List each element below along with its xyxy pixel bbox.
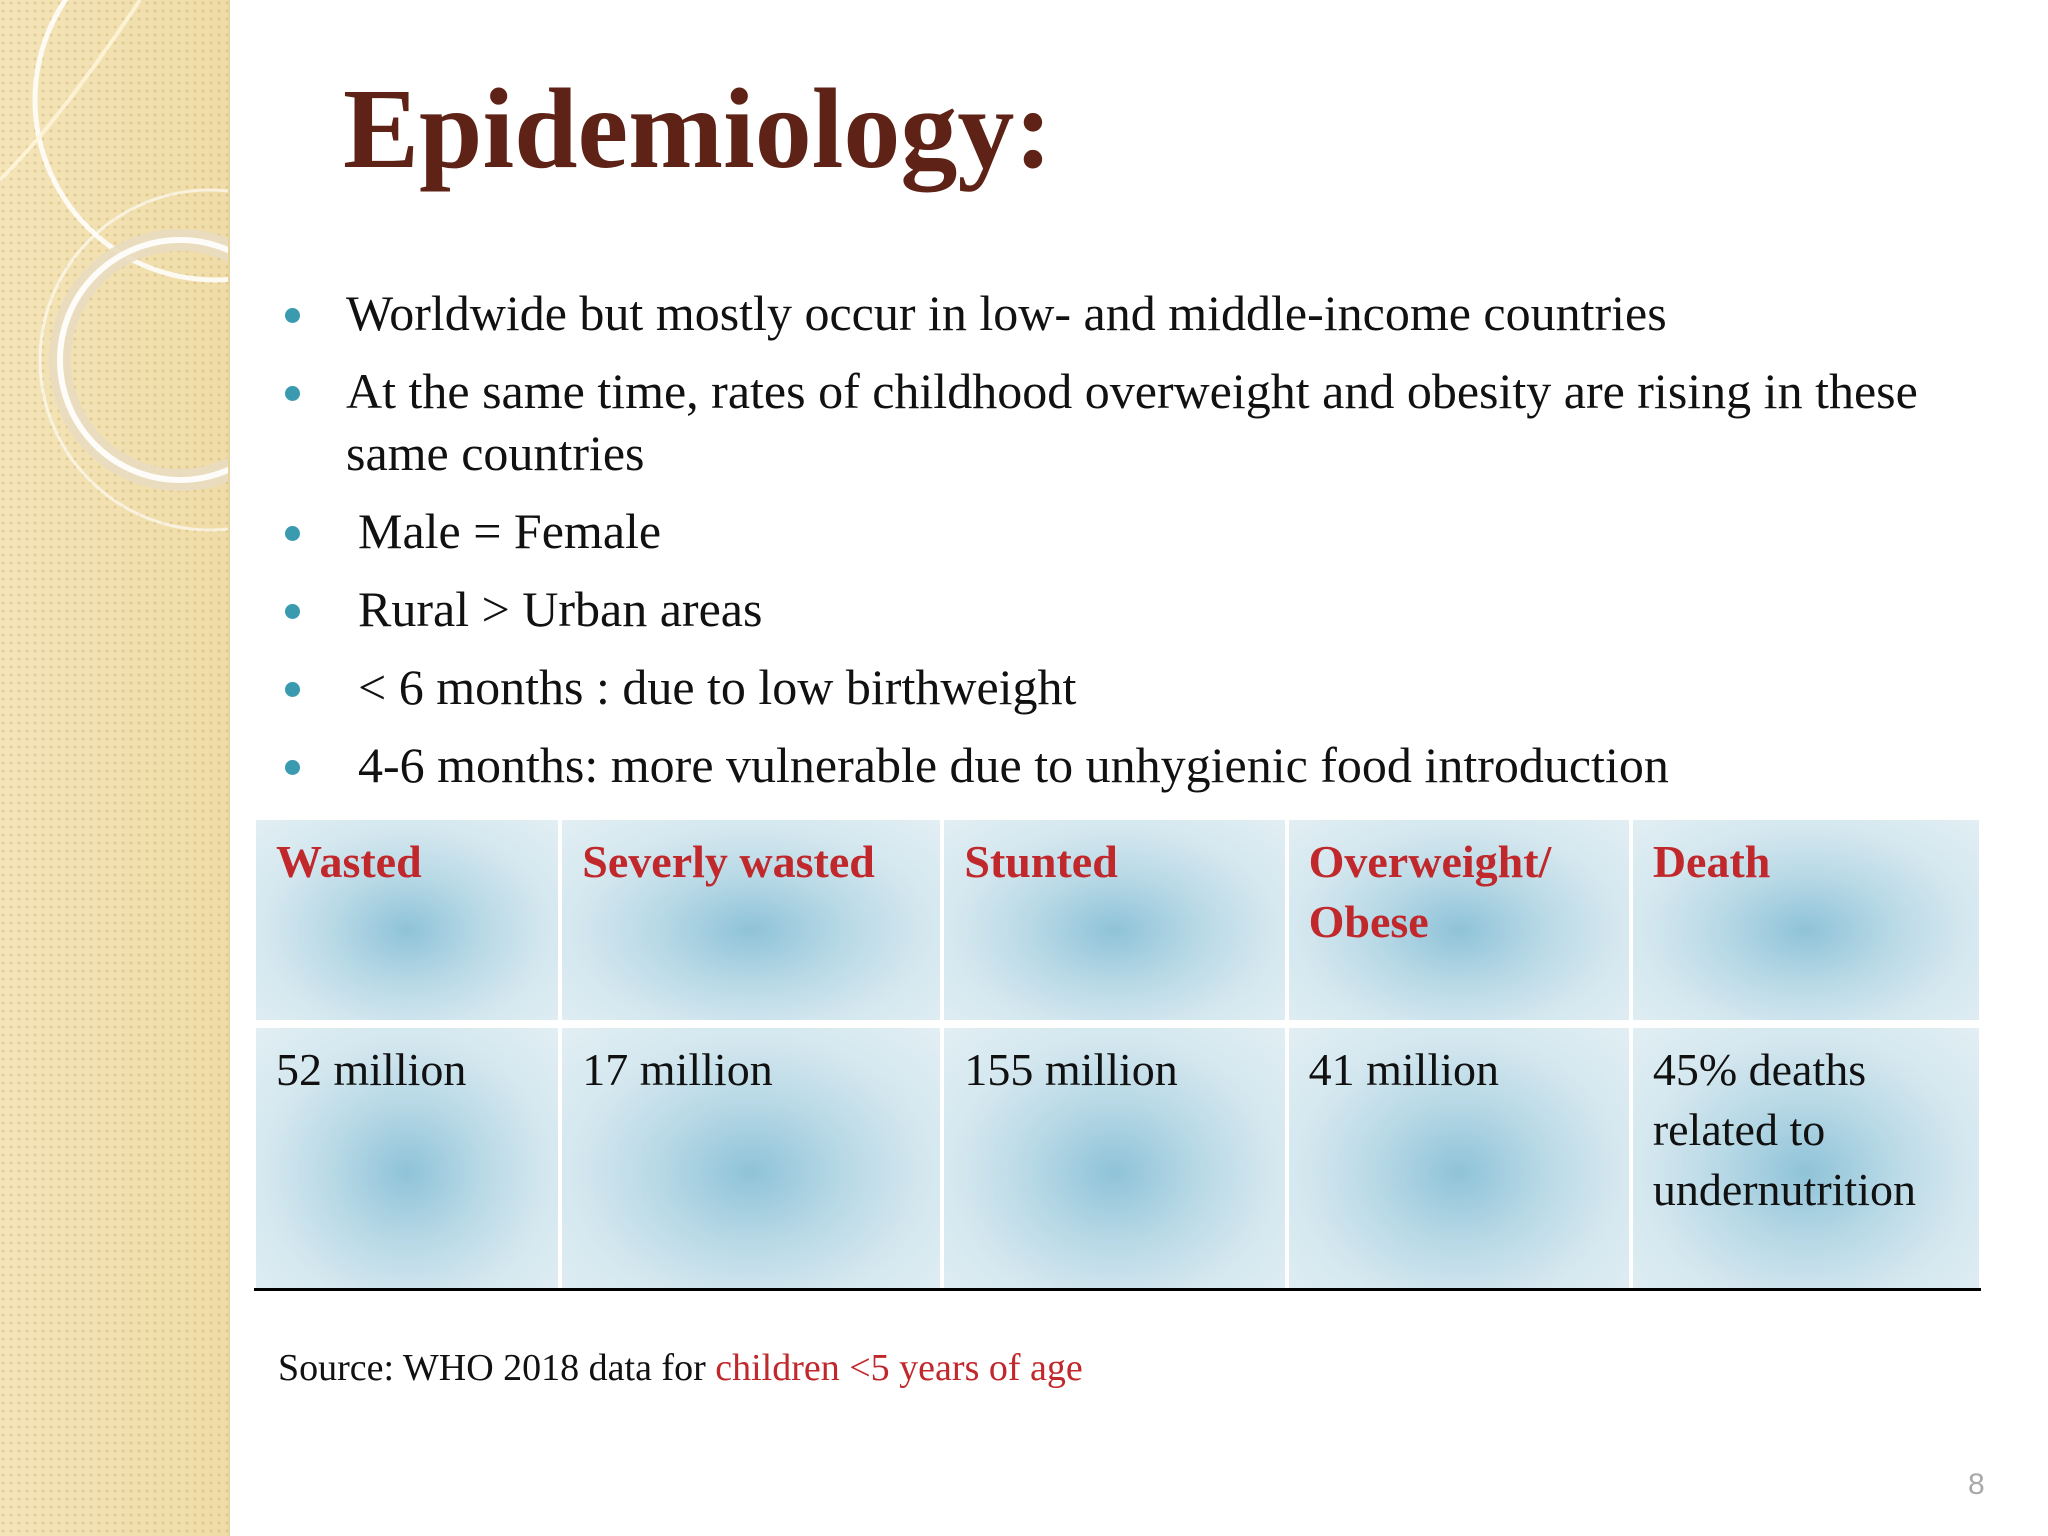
table-header-cell: [256, 820, 558, 1020]
bullet-text: 4-6 months: more vulnerable due to unhygienic food introduction: [358, 737, 1669, 793]
table-cell: [1633, 1028, 1979, 1290]
table-cell: [562, 1028, 940, 1290]
bullet-text: Worldwide but mostly occur in low- and middle-income countries: [346, 285, 1667, 341]
header-death: Death: [1652, 836, 1771, 887]
header-wasted: Wasted: [276, 836, 422, 887]
table-row: [256, 1028, 1979, 1290]
source-note: [278, 1346, 1083, 1390]
bullet-text: < 6 months : due to low birthweight: [358, 659, 1077, 715]
bullet-dot-icon: [285, 604, 300, 619]
table-header-cell: [562, 820, 940, 1020]
bullet-item: [280, 734, 1980, 796]
page-number: 8: [1968, 1468, 1985, 1501]
bullet-text: Male = Female: [358, 503, 662, 559]
statistics-table: [256, 820, 1979, 1290]
bullet-dot-icon: [285, 760, 300, 775]
value-wasted: 52 million: [276, 1044, 467, 1095]
table-header-row: [256, 820, 1979, 1020]
value-overweight-obese: 41 million: [1308, 1044, 1500, 1095]
decorative-sidebar: [0, 0, 230, 1536]
bullet-dot-icon: [285, 682, 300, 697]
source-prefix: Source: WHO 2018 data for: [278, 1347, 716, 1389]
table-cell: [944, 1028, 1284, 1290]
value-severely-wasted: 17 million: [582, 1044, 773, 1095]
value-stunted: 155 million: [964, 1044, 1178, 1095]
bullet-dot-icon: [285, 308, 300, 323]
bullet-item: [280, 360, 1980, 484]
bullet-item: [280, 282, 1980, 344]
slide-title: Epidemiology:: [343, 65, 1053, 192]
table-header-cell: [944, 820, 1284, 1020]
value-death: 45% deaths related to undernutrition: [1652, 1044, 1916, 1215]
header-overweight-obese: Overweight/ Obese: [1308, 836, 1552, 947]
source-highlight: children <5 years of age: [715, 1347, 1083, 1389]
table-cell: [256, 1028, 558, 1290]
table-bottom-rule: [254, 1288, 1981, 1291]
table-header-cell: [1289, 820, 1629, 1020]
bullet-list: [280, 282, 1980, 812]
table-header-cell: [1633, 820, 1979, 1020]
header-stunted: Stunted: [964, 836, 1118, 887]
ring-ornament-icon: [0, 0, 228, 1536]
bullet-text: At the same time, rates of childhood overweight and obesity are rising in these same countries: [346, 363, 1918, 481]
bullet-dot-icon: [285, 526, 300, 541]
header-severely-wasted: Severly wasted: [582, 836, 875, 887]
bullet-text: Rural > Urban areas: [358, 581, 763, 637]
bullet-item: [280, 578, 1980, 640]
bullet-item: [280, 656, 1980, 718]
bullet-item: [280, 500, 1980, 562]
table-cell: [1289, 1028, 1629, 1290]
bullet-dot-icon: [285, 386, 300, 401]
